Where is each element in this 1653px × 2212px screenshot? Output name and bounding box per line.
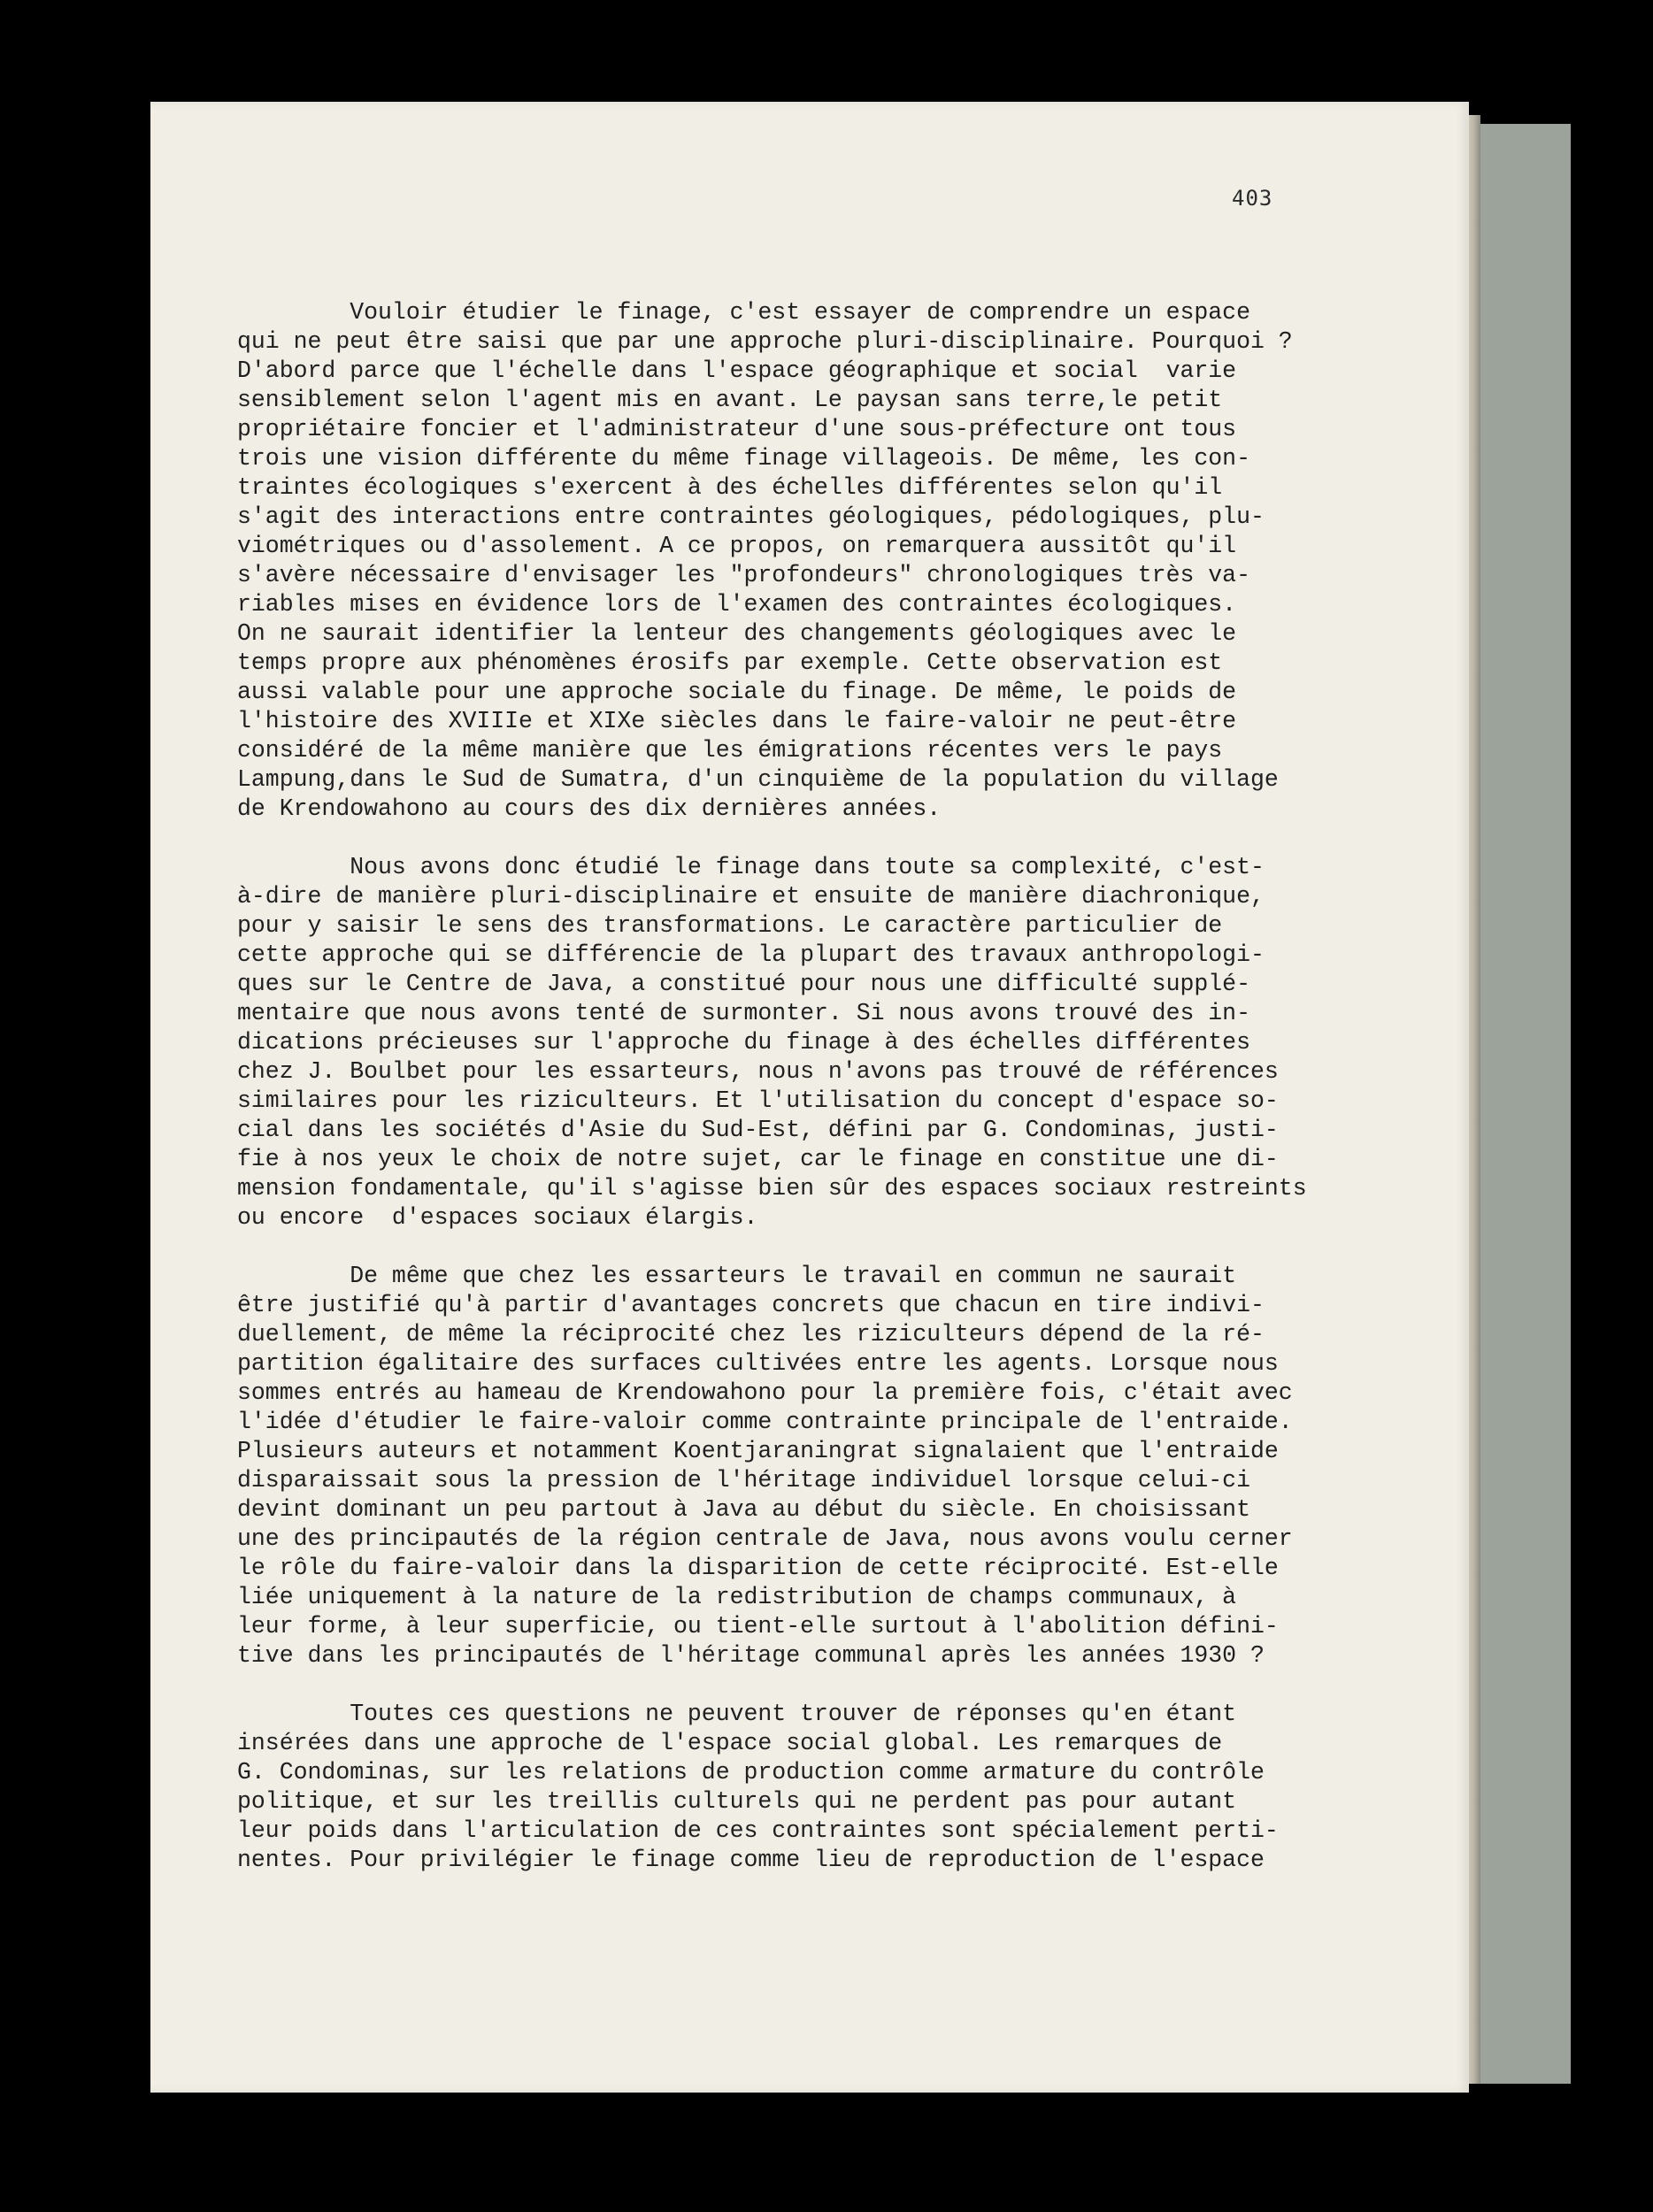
text-line: leur poids dans l'articulation de ces contraintes sont spécialement perti- (237, 1817, 1279, 1844)
text-line: une des principautés de la région centrale de Java, nous avons voulu cerner (237, 1525, 1293, 1552)
paragraph-4 (237, 1700, 1299, 1875)
paragraph-1 (237, 298, 1299, 824)
text-line: insérées dans une approche de l'espace social global. Les remarques de (237, 1730, 1223, 1756)
text-line: propriétaire foncier et l'administrateur d'une sous-préfecture ont tous (237, 416, 1237, 442)
text-line: G. Condominas, sur les relations de production comme armature du contrôle (237, 1759, 1265, 1786)
text-line: considéré de la même manière que les émigrations récentes vers le pays (237, 737, 1223, 764)
text-line: qui ne peut être saisi que par une approche pluri-disciplinaire. Pourquoi ? (237, 328, 1293, 355)
text-line: devint dominant un peu partout à Java au début du siècle. En choisissant (237, 1496, 1250, 1523)
text-line: nentes. Pour privilégier le finage comme lieu de reproduction de l'espace (237, 1847, 1265, 1873)
body-text (237, 298, 1307, 1904)
text-line: être justifié qu'à partir d'avantages concrets que chacun en tire indivi- (237, 1292, 1265, 1318)
text-line: riables mises en évidence lors de l'examen des contraintes écologiques. (237, 591, 1237, 618)
page-number: 403 (1232, 186, 1273, 211)
text-line: mension fondamentale, qu'il s'agisse bien sûr des espaces sociaux restreints (237, 1175, 1307, 1202)
text-line: liée uniquement à la nature de la redistribution de champs communaux, à (237, 1584, 1237, 1610)
text-line: aussi valable pour une approche sociale du finage. De même, le poids de (237, 679, 1237, 705)
text-line: trois une vision différente du même finage villageois. De même, les con- (237, 445, 1250, 472)
text-line: s'avère nécessaire d'envisager les "profondeurs" chronologiques très va- (237, 562, 1250, 588)
paragraph-3 (237, 1262, 1299, 1671)
text-line: tive dans les principautés de l'héritage communal après les années 1930 ? (237, 1642, 1265, 1669)
text-line: sensiblement selon l'agent mis en avant. Le paysan sans terre,le petit (237, 387, 1223, 413)
text-line: disparaissait sous la pression de l'héritage individuel lorsque celui-ci (237, 1467, 1250, 1494)
text-line: Nous avons donc étudié le finage dans toute sa complexité, c'est- (237, 854, 1265, 880)
text-line: sommes entrés au hameau de Krendowahono pour la première fois, c'était avec (237, 1379, 1293, 1406)
text-line: partition égalitaire des surfaces cultivées entre les agents. Lorsque nous (237, 1350, 1279, 1377)
text-line: traintes écologiques s'exercent à des échelles différentes selon qu'il (237, 474, 1223, 501)
text-line: chez J. Boulbet pour les essarteurs, nous n'avons pas trouvé de références (237, 1058, 1279, 1085)
text-line: mentaire que nous avons tenté de surmonter. Si nous avons trouvé des in- (237, 1000, 1250, 1026)
text-line: On ne saurait identifier la lenteur des changements géologiques avec le (237, 620, 1237, 647)
text-line: cette approche qui se différencie de la plupart des travaux anthropologi- (237, 941, 1265, 968)
paragraph-2 (237, 853, 1307, 1233)
text-line: duellement, de même la réciprocité chez les riziculteurs dépend de la ré- (237, 1321, 1265, 1348)
text-line: viométriques ou d'assolement. A ce propos, on remarquera aussitôt qu'il (237, 533, 1237, 559)
text-line: leur forme, à leur superficie, ou tient-elle surtout à l'abolition défini- (237, 1613, 1279, 1640)
text-line: ou encore d'espaces sociaux élargis. (237, 1204, 758, 1231)
text-line: le rôle du faire-valoir dans la disparition de cette réciprocité. Est-elle (237, 1555, 1279, 1581)
text-line: Vouloir étudier le finage, c'est essayer de comprendre un espace (237, 299, 1250, 326)
text-line: politique, et sur les treillis culturels qui ne perdent pas pour autant (237, 1788, 1237, 1815)
text-line: Lampung,dans le Sud de Sumatra, d'un cinquième de la population du village (237, 766, 1279, 793)
text-line: s'agit des interactions entre contraintes géologiques, pédologiques, plu- (237, 503, 1265, 530)
text-line: De même que chez les essarteurs le travail en commun ne saurait (237, 1263, 1237, 1289)
text-line: pour y saisir le sens des transformations. Le caractère particulier de (237, 912, 1223, 939)
text-line: D'abord parce que l'échelle dans l'espace géographique et social varie (237, 357, 1237, 384)
text-line: similaires pour les riziculteurs. Et l'utilisation du concept d'espace so- (237, 1087, 1279, 1114)
text-line: l'histoire des XVIIIe et XIXe siècles dans le faire-valoir ne peut-être (237, 708, 1237, 734)
text-line: à-dire de manière pluri-disciplinaire et ensuite de manière diachronique, (237, 883, 1265, 910)
text-line: Plusieurs auteurs et notamment Koentjaraningrat signalaient que l'entraide (237, 1438, 1279, 1464)
text-line: fie à nos yeux le choix de notre sujet, car le finage en constitue une di- (237, 1146, 1279, 1172)
text-line: cial dans les sociétés d'Asie du Sud-Est, défini par G. Condominas, justi- (237, 1117, 1279, 1143)
text-line: temps propre aux phénomènes érosifs par exemple. Cette observation est (237, 649, 1223, 676)
text-line: de Krendowahono au cours des dix dernières années. (237, 795, 942, 822)
text-line: ques sur le Centre de Java, a constitué pour nous une difficulté supplé- (237, 971, 1250, 997)
text-line: dications précieuses sur l'approche du finage à des échelles différentes (237, 1029, 1250, 1056)
text-line: l'idée d'étudier le faire-valoir comme contrainte principale de l'entraide. (237, 1409, 1293, 1435)
text-line: Toutes ces questions ne peuvent trouver de réponses qu'en étant (237, 1701, 1237, 1727)
